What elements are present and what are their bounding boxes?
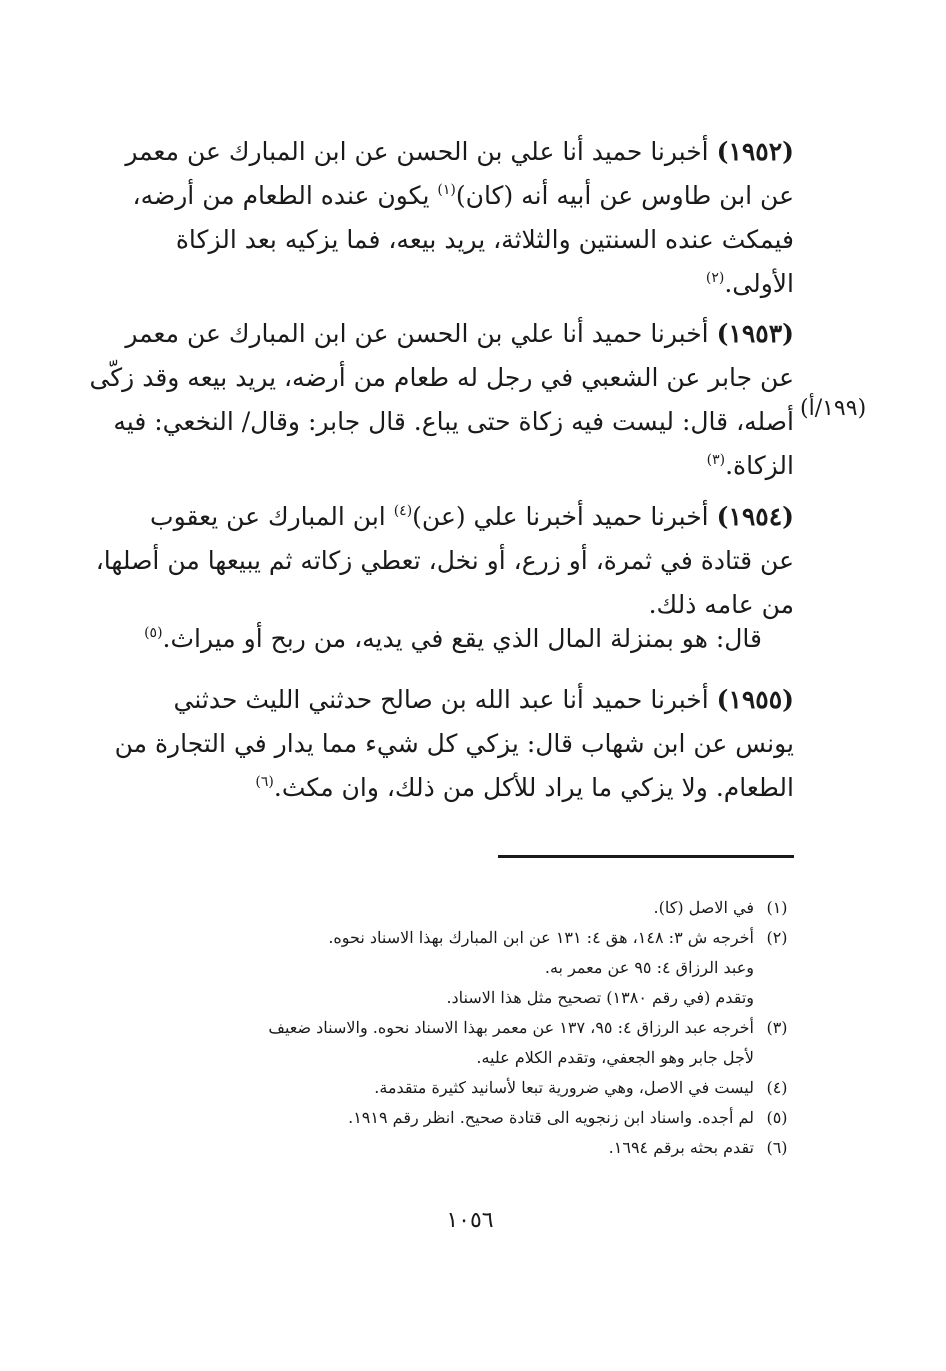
footnote-separator-rule <box>498 855 794 858</box>
footnotes <box>120 893 800 1163</box>
footnote-number: (٣) <box>766 1018 788 1037</box>
footnote-marker: (١) <box>437 182 456 198</box>
footnote-text: لأجل جابر وهو الجعفي، وتقدم الكلام عليه. <box>476 1048 754 1067</box>
hadith-1953 <box>89 312 794 488</box>
hadith-line: عن قتادة في ثمرة، أو زرع، أو نخل، تعطي زكاته ثم يبيعها من أصلها، <box>95 546 794 575</box>
hadith-line: الأولى.$^{(٢)}$ <box>705 269 794 298</box>
footnote-3 <box>120 1013 800 1073</box>
footnote-text: أخرجه ش ٣: ١٤٨، هق ٤: ١٣١ عن ابن المبارك بهذا الاسناد نحوه. <box>328 928 754 947</box>
qala-line <box>122 617 762 661</box>
hadith-text: أخبرنا حميد أنا علي بن الحسن عن ابن المبارك عن معمر <box>125 319 709 348</box>
qala-text: قال: هو بمنزلة المال الذي يقع في يديه، من ربح أو ميراث. <box>162 624 762 653</box>
footnote-2 <box>120 923 800 1013</box>
footnote-text: وعبد الرزاق ٤: ٩٥ عن معمر به. <box>544 958 754 977</box>
footnote-text: وتقدم (في رقم ١٣٨٠) تصحيح مثل هذا الاسناد. <box>446 988 754 1007</box>
footnote-text: لم أجده. واسناد ابن زنجويه الى قتادة صحيح. انظر رقم ١٩١٩. <box>348 1108 754 1127</box>
footnote-marker: (٦) <box>255 774 274 790</box>
hadith-line <box>122 130 794 174</box>
hadith-line <box>122 495 794 539</box>
hadith-1954 <box>95 495 794 627</box>
hadith-text: أخبرنا حميد أنا علي بن الحسن عن ابن المبارك عن معمر <box>125 137 709 166</box>
footnote-marker: (٤) <box>393 503 413 519</box>
hadith-1955 <box>114 678 794 810</box>
hadith-text: أخبرنا حميد أنا عبد الله بن صالح حدثني الليث حدثني <box>173 685 709 714</box>
hadith-number: (١٩٥٢) <box>716 137 794 166</box>
footnote-number: (٤) <box>766 1078 788 1097</box>
hadith-line: من عامه ذلك. <box>648 590 794 619</box>
footnote-5 <box>120 1103 800 1133</box>
footnote-4 <box>120 1073 800 1103</box>
hadith-text: أخبرنا حميد أخبرنا علي (عن)$^{(٤)}$ ابن المبارك عن يعقوب <box>150 502 709 531</box>
footnote-text: أخرجه عبد الرزاق ٤: ٩٥، ١٣٧ عن معمر بهذا الاسناد نحوه. والاسناد ضعيف <box>268 1018 754 1037</box>
hadith-line: الزكاة.$^{(٣)}$ <box>706 451 794 480</box>
hadith-line: عن ابن طاوس عن أبيه أنه (كان)$^{(١)}$ يكون عنده الطعام من أرضه، <box>132 181 794 210</box>
footnote-text: تقدم بحثه برقم ١٦٩٤. <box>608 1138 754 1157</box>
footnote-number: (٢) <box>766 928 788 947</box>
page-number: ١٠٥٦ <box>446 1208 494 1233</box>
hadith-line <box>122 678 794 722</box>
footnote-number: (٦) <box>766 1138 788 1157</box>
footnote-marker: (٢) <box>705 270 725 286</box>
hadith-number: (١٩٥٥) <box>716 685 794 714</box>
footnote-text: في الاصل (كا). <box>653 898 754 917</box>
hadith-line: عن جابر عن الشعبي في رجل له طعام من أرضه، يريد بيعه وقد زكّى <box>89 363 794 392</box>
hadith-number: (١٩٥٤) <box>716 502 794 531</box>
footnote-6 <box>120 1133 800 1163</box>
hadith-line: فيمكث عنده السنتين والثلاثة، يريد بيعه، فما يزكيه بعد الزكاة <box>175 225 794 254</box>
manuscript-folio-reference: (١٩٩/أ) <box>800 396 867 421</box>
hadith-1952 <box>122 130 794 306</box>
footnote-marker: (٣) <box>706 452 726 468</box>
footnote-number: (١) <box>766 898 788 917</box>
hadith-line <box>122 312 794 356</box>
hadith-line: أصله، قال: ليست فيه زكاة حتى يباع. قال جابر: وقال/ النخعي: فيه <box>113 407 794 436</box>
footnote-text: ليست في الاصل، وهي ضرورية تبعا لأسانيد كثيرة متقدمة. <box>374 1078 754 1097</box>
footnote-marker: (٥) <box>144 625 163 641</box>
hadith-line: يونس عن ابن شهاب قال: يزكي كل شيء مما يدار في التجارة من <box>114 729 794 758</box>
hadith-line: الطعام. ولا يزكي ما يراد للأكل من ذلك، وان مكث.$^{(٦)}$ <box>255 773 794 802</box>
hadith-number: (١٩٥٣) <box>716 319 794 348</box>
footnote-number: (٥) <box>766 1108 788 1127</box>
footnote-1 <box>120 893 800 923</box>
